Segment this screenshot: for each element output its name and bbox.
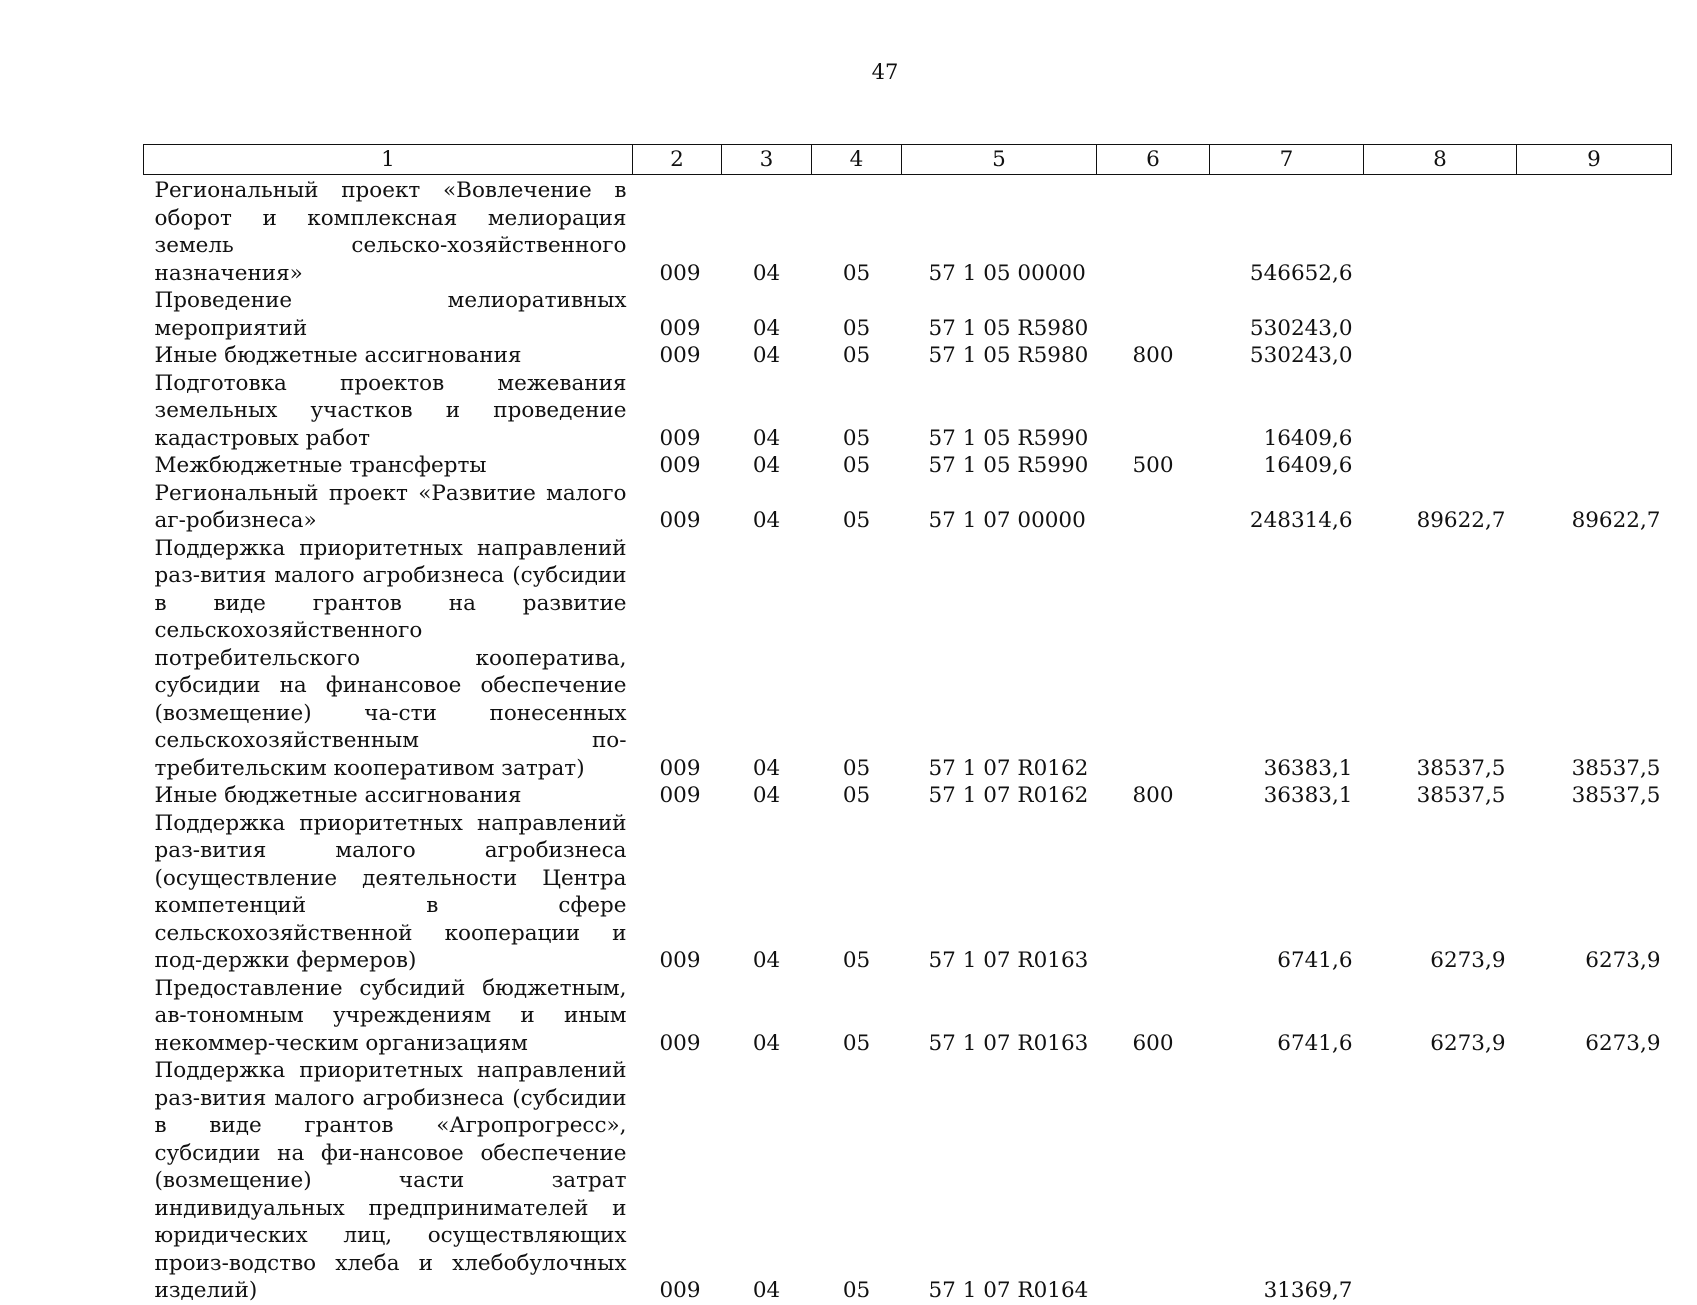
expense-type-cell: 800 (1132, 783, 1174, 808)
table-row (144, 287, 1672, 342)
column-header-1: 1 (144, 145, 633, 175)
target-article-cell: 57 1 07 R0162 (928, 783, 1089, 808)
ministry-code-cell: 009 (659, 948, 701, 973)
amount-col9-cell (1517, 177, 1672, 287)
expense-type-cell (1097, 810, 1210, 975)
ministry-code-cell: 009 (659, 453, 701, 478)
row-name-cell: Иные бюджетные ассигнования (154, 783, 522, 808)
section-code-cell: 04 (752, 508, 781, 533)
target-article-cell: 57 1 05 R5990 (928, 453, 1089, 478)
amount-col7-cell: 16409,6 (1263, 425, 1353, 451)
subsection-code-cell: 05 (842, 755, 871, 781)
amount-col8-cell: 38537,5 (1416, 783, 1506, 808)
table-row (144, 1057, 1672, 1305)
amount-col7-cell: 6741,6 (1277, 948, 1353, 973)
expense-type-cell (1097, 535, 1210, 783)
expense-type-cell (1097, 1057, 1210, 1305)
row-name-cell: Предоставление субсидий бюджетным, ав-тономным учреждениям и иным некоммер-ческим организациям (154, 975, 627, 1056)
amount-col8-cell (1364, 1057, 1517, 1305)
row-name-cell: Поддержка приоритетных направлений раз-вития малого агробизнеса (субсидии в виде грантов «Агропрогресс», субсидии на фи-нансовое обеспечение (возмещение) части затрат индивидуальных предпринимателей и юридических лиц, осуществляющих произ-водство хлеба и хлебобулочных изделий) (154, 1058, 627, 1303)
column-header-5: 5 (902, 145, 1097, 175)
amount-col7-cell: 6741,6 (1277, 1030, 1353, 1056)
amount-col8-cell (1364, 177, 1517, 287)
amount-col8-cell: 89622,7 (1416, 508, 1506, 533)
table-row (144, 370, 1672, 453)
expense-type-cell (1097, 287, 1210, 342)
expense-type-cell (1097, 177, 1210, 287)
table-row (144, 975, 1672, 1058)
section-code-cell: 04 (752, 948, 781, 973)
expense-type-cell (1097, 480, 1210, 535)
target-article-cell: 57 1 07 R0163 (928, 1030, 1089, 1056)
ministry-code-cell: 009 (659, 315, 701, 341)
ministry-code-cell: 009 (659, 1030, 701, 1056)
section-code-cell: 04 (752, 453, 781, 478)
amount-col7-cell: 36383,1 (1263, 755, 1353, 781)
ministry-code-cell: 009 (659, 343, 701, 368)
column-header-8: 8 (1364, 145, 1517, 175)
section-code-cell: 04 (752, 1278, 781, 1303)
section-code-cell: 04 (752, 315, 781, 341)
amount-col9-cell: 38537,5 (1571, 783, 1661, 808)
ministry-code-cell: 009 (659, 783, 701, 808)
ministry-code-cell: 009 (659, 755, 701, 781)
amount-col9-cell: 6273,9 (1585, 1030, 1661, 1056)
table-row (144, 342, 1672, 370)
subsection-code-cell: 05 (842, 1278, 871, 1303)
amount-col9-cell (1517, 342, 1672, 370)
target-article-cell: 57 1 05 R5980 (928, 343, 1089, 368)
amount-col8-cell (1364, 287, 1517, 342)
amount-col7-cell: 248314,6 (1249, 508, 1353, 533)
expense-type-cell (1097, 370, 1210, 453)
amount-col7-cell: 530243,0 (1249, 315, 1353, 341)
table-row (144, 452, 1672, 480)
target-article-cell: 57 1 07 R0163 (928, 948, 1089, 973)
ministry-code-cell: 009 (659, 425, 701, 451)
subsection-code-cell: 05 (842, 315, 871, 341)
ministry-code-cell: 009 (659, 260, 701, 286)
section-code-cell: 04 (752, 1030, 781, 1056)
subsection-code-cell: 05 (842, 453, 871, 478)
row-name-cell: Региональный проект «Вовлечение в оборот и комплексная мелиорация земель сельско-хозяйственного назначения» (154, 178, 627, 286)
column-header-2: 2 (633, 145, 722, 175)
ministry-code-cell: 009 (659, 508, 701, 533)
section-code-cell: 04 (752, 260, 781, 286)
section-code-cell: 04 (752, 755, 781, 781)
amount-col9-cell: 38537,5 (1571, 755, 1661, 781)
amount-col8-cell (1364, 452, 1517, 480)
amount-col9-cell: 6273,9 (1585, 948, 1661, 973)
subsection-code-cell: 05 (842, 425, 871, 451)
target-article-cell: 57 1 07 00000 (928, 508, 1086, 533)
table-row (144, 782, 1672, 810)
amount-col8-cell: 38537,5 (1416, 755, 1506, 781)
target-article-cell: 57 1 07 R0162 (928, 755, 1089, 781)
column-header-4: 4 (812, 145, 902, 175)
table-row (144, 480, 1672, 535)
row-name-cell: Межбюджетные трансферты (154, 453, 487, 478)
subsection-code-cell: 05 (842, 1030, 871, 1056)
column-header-3: 3 (722, 145, 812, 175)
subsection-code-cell: 05 (842, 508, 871, 533)
subsection-code-cell: 05 (842, 783, 871, 808)
expense-type-cell: 600 (1132, 1030, 1174, 1056)
amount-col9-cell (1517, 1057, 1672, 1305)
table-header (144, 145, 1672, 175)
target-article-cell: 57 1 05 R5990 (928, 425, 1089, 451)
amount-col8-cell (1364, 342, 1517, 370)
amount-col7-cell: 546652,6 (1249, 260, 1353, 286)
subsection-code-cell: 05 (842, 948, 871, 973)
row-name-cell: Проведение мелиоративных мероприятий (154, 288, 627, 341)
subsection-code-cell: 05 (842, 343, 871, 368)
amount-col9-cell: 89622,7 (1571, 508, 1661, 533)
subsection-code-cell: 05 (842, 260, 871, 286)
row-name-cell: Иные бюджетные ассигнования (154, 343, 522, 368)
target-article-cell: 57 1 05 R5980 (928, 315, 1089, 341)
amount-col9-cell (1517, 287, 1672, 342)
row-name-cell: Поддержка приоритетных направлений раз-вития малого агробизнеса (субсидии в виде грантов на развитие сельскохозяйственного потребительского кооператива, субсидии на финансовое обеспечение (возмещение) ча-сти понесенных сельскохозяйственным по-требительским кооперативом затрат) (154, 535, 627, 781)
target-article-cell: 57 1 07 R0164 (928, 1278, 1089, 1303)
amount-col7-cell: 16409,6 (1263, 453, 1353, 478)
amount-col9-cell (1517, 370, 1672, 453)
column-header-9: 9 (1517, 145, 1672, 175)
amount-col7-cell: 36383,1 (1263, 783, 1353, 808)
ministry-code-cell: 009 (659, 1278, 701, 1303)
section-code-cell: 04 (752, 783, 781, 808)
row-name-cell: Региональный проект «Развитие малого аг-робизнеса» (154, 480, 627, 533)
table-row (144, 810, 1672, 975)
row-name-cell: Поддержка приоритетных направлений раз-вития малого агробизнеса (осуществление деятельности Центра компетенций в сфере сельскохозяйственной кооперации и под-держки фермеров) (154, 810, 627, 973)
table-body (144, 175, 1672, 1305)
amount-col8-cell: 6273,9 (1430, 1030, 1506, 1056)
amount-col9-cell (1517, 452, 1672, 480)
column-header-6: 6 (1097, 145, 1210, 175)
header-row (144, 145, 1672, 175)
expense-type-cell: 500 (1132, 453, 1174, 478)
amount-col8-cell: 6273,9 (1430, 948, 1506, 973)
amount-col7-cell: 31369,7 (1263, 1278, 1353, 1303)
target-article-cell: 57 1 05 00000 (928, 260, 1086, 286)
page-number: 47 (871, 60, 899, 84)
column-header-7: 7 (1210, 145, 1364, 175)
section-code-cell: 04 (752, 425, 781, 451)
amount-col7-cell: 530243,0 (1249, 343, 1353, 368)
table-row (144, 535, 1672, 783)
amount-col8-cell (1364, 370, 1517, 453)
expense-type-cell: 800 (1132, 343, 1174, 368)
row-name-cell: Подготовка проектов межевания земельных участков и проведение кадастровых работ (154, 370, 627, 451)
table-row (144, 177, 1672, 287)
budget-table (143, 144, 1672, 1305)
section-code-cell: 04 (752, 343, 781, 368)
